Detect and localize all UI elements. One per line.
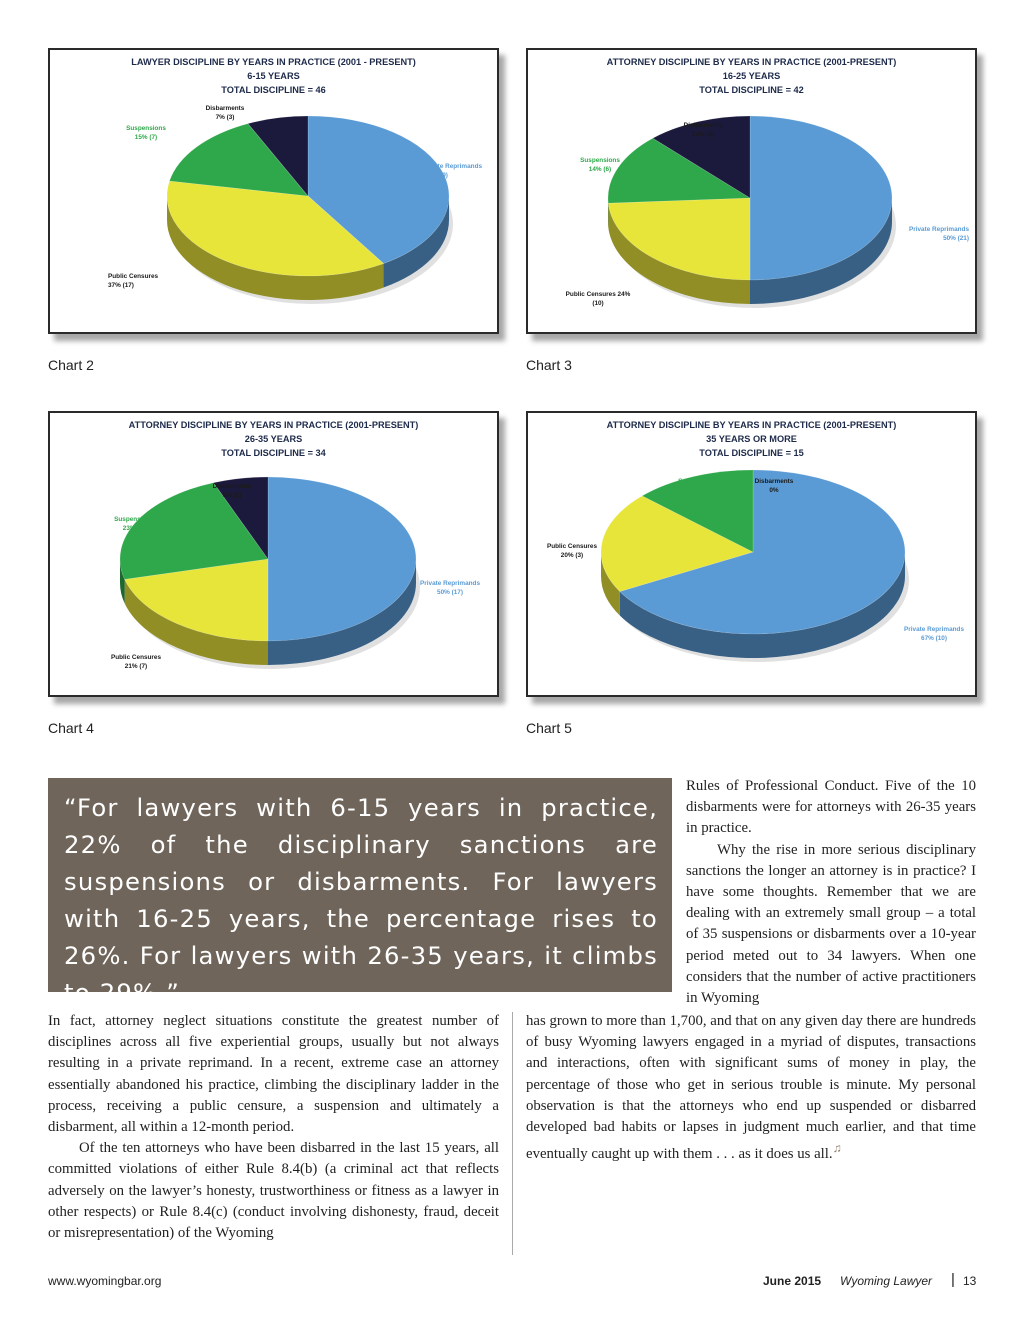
slice-label: Public Censures xyxy=(110,654,162,661)
right-column-top xyxy=(686,776,976,1009)
footer-separator: | xyxy=(951,1271,955,1288)
slice-label: Public Censures xyxy=(108,273,159,280)
chart-title-line: 16-25 YEARS xyxy=(722,71,781,81)
article-paragraph: Of the ten attorneys who have been disbarred in the last 15 years, all committed violations of either Rule 8.4(b) (a criminal act that reflects adversely on the lawyer’s honesty, trustworthiness or fitness as a lawyer in other respects) or Rule 8.4(c) (conduct involving dishonesty, fraud, deceit or misrepresentation) of the Wyoming xyxy=(48,1140,499,1242)
slice-label: 15% (7) xyxy=(134,134,158,141)
slice-label: 67% (10) xyxy=(921,635,947,642)
chart-title-line: 35 YEARS OR MORE xyxy=(706,434,797,444)
article-paragraph xyxy=(526,1011,976,1165)
slice-label: 0% xyxy=(769,487,779,494)
chart-3 xyxy=(526,48,977,334)
slice-label: Disbarments xyxy=(754,478,794,485)
slice-label: 50% (21) xyxy=(943,235,969,242)
slice-label: Private Reprimands xyxy=(422,163,483,170)
chart-5-svg xyxy=(528,413,975,695)
slice-label: Private Reprimands xyxy=(903,626,965,633)
pull-quote-text: “For lawyers with 6-15 years in practice, 22% of the disciplinary sanctions are suspensions or disbarments. For lawyers with 16-25 years, the percentage rises to 26%. For lawyers with 26-35 years, it climbs to 29%.” xyxy=(64,793,658,1007)
chart-title-line: TOTAL DISCIPLINE = 34 xyxy=(221,448,326,458)
chart-title-line: ATTORNEY DISCIPLINE BY YEARS IN PRACTICE (2001-PRESENT) xyxy=(128,420,419,430)
slice-label: Suspensions xyxy=(114,516,154,523)
chart-title-line: ATTORNEY DISCIPLINE BY YEARS IN PRACTICE (2001-PRESENT) xyxy=(606,57,897,67)
chart-title-line: ATTORNEY DISCIPLINE BY YEARS IN PRACTICE (2001-PRESENT) xyxy=(606,420,897,430)
chart-4-svg xyxy=(50,413,497,695)
slice-label: 37% (17) xyxy=(108,282,134,289)
slice-label: (10) xyxy=(592,300,604,307)
slice-label: Suspensions xyxy=(580,157,620,164)
article-paragraph: Why the rise in more serious disciplinary sanctions the longer an attorney is in practice? I have some thoughts. Remember that we are dealing with an extremely small group – a total of 35 suspensions or disbarments over a 10-year period meted out to 34 lawyers. When one considers that the number of active practitioners in Wyoming xyxy=(686,841,976,1007)
chart-title-line: TOTAL DISCIPLINE = 42 xyxy=(699,85,804,95)
footer-date: June 2015 xyxy=(763,1274,822,1288)
chart-2-svg xyxy=(50,50,497,332)
slice-label: 41% (19) xyxy=(422,172,448,179)
slice-label: Private Reprimands xyxy=(908,226,969,233)
footer-page-number: 13 xyxy=(963,1274,977,1288)
chart-4 xyxy=(48,411,499,697)
chart-2-caption: Chart 2 xyxy=(48,357,94,373)
chart-title-line: 6-15 YEARS xyxy=(247,71,300,81)
footer-publication: Wyoming Lawyer xyxy=(840,1274,933,1288)
slice-label: Disbarments xyxy=(683,122,723,129)
left-column xyxy=(48,1011,499,1244)
slice-label: Private Reprimands xyxy=(419,580,481,587)
chart-3-svg xyxy=(528,50,975,332)
slice-label: Suspensions xyxy=(126,125,166,132)
pie-slice-public-censures xyxy=(608,198,750,280)
footer-website: www.wyomingbar.org xyxy=(48,1274,162,1288)
article-paragraph: In fact, attorney neglect situations constitute the greatest number of disciplines across all five experiential groups, usually but not always resulting in a private reprimand. In a recent, extreme case an attorney essentially abandoned his practice, climbing the disciplinary ladder in the process, receiving a public censure, a suspension and ultimately a disbarment, all within a 12-month period. xyxy=(48,1013,499,1136)
slice-label: 14% (6) xyxy=(588,166,612,173)
slice-label: Suspensions xyxy=(678,478,718,485)
end-mark-icon: ♫ xyxy=(832,1141,842,1156)
slice-label: 13% (2) xyxy=(686,487,710,494)
chart-5-caption: Chart 5 xyxy=(526,720,572,736)
chart-title-line: TOTAL DISCIPLINE = 46 xyxy=(221,85,326,95)
slice-label: 7% (3) xyxy=(215,114,235,121)
chart-2 xyxy=(48,48,499,334)
column-divider xyxy=(512,1012,513,1255)
chart-title-line: 26-35 YEARS xyxy=(244,434,303,444)
chart-title-line: LAWYER DISCIPLINE BY YEARS IN PRACTICE (2001 - PRESENT) xyxy=(131,57,416,67)
slice-label: 6% (2) xyxy=(222,492,242,499)
slice-label: 20% (3) xyxy=(560,552,584,559)
chart-5 xyxy=(526,411,977,697)
slice-label: Disbarments xyxy=(205,105,245,112)
slice-label: Public Censures xyxy=(546,543,598,550)
chart-title-line: TOTAL DISCIPLINE = 15 xyxy=(699,448,804,458)
article-paragraph: Rules of Professional Conduct. Five of the 10 disbarments were for attorneys with 26-35 years in practice. xyxy=(686,778,976,837)
slice-label: 21% (7) xyxy=(124,663,148,670)
pull-quote-box xyxy=(48,778,672,1007)
slice-label: 23% (8) xyxy=(122,525,146,532)
chart-4-caption: Chart 4 xyxy=(48,720,94,736)
slice-label: 50% (17) xyxy=(437,589,463,596)
slice-label: Disbarments xyxy=(212,483,252,490)
slice-label: Public Censures 24% xyxy=(565,291,631,298)
chart-3-caption: Chart 3 xyxy=(526,357,572,373)
right-column-bottom xyxy=(526,1011,976,1165)
article-paragraph-text: has grown to more than 1,700, and that on any given day there are hundreds of busy Wyoming lawyers engaged in a myriad of disputes, transactions and interactions, often with significant sums of money in play, the percentage of those who get in serious trouble is minute. My personal observation is that the attorneys who end up suspended or disbarred developed bad habits or lapses in judgment much earlier, and that time eventually caught up with them . . . as it does us all. xyxy=(526,1013,976,1163)
slice-label: 12% (5) xyxy=(691,131,715,138)
